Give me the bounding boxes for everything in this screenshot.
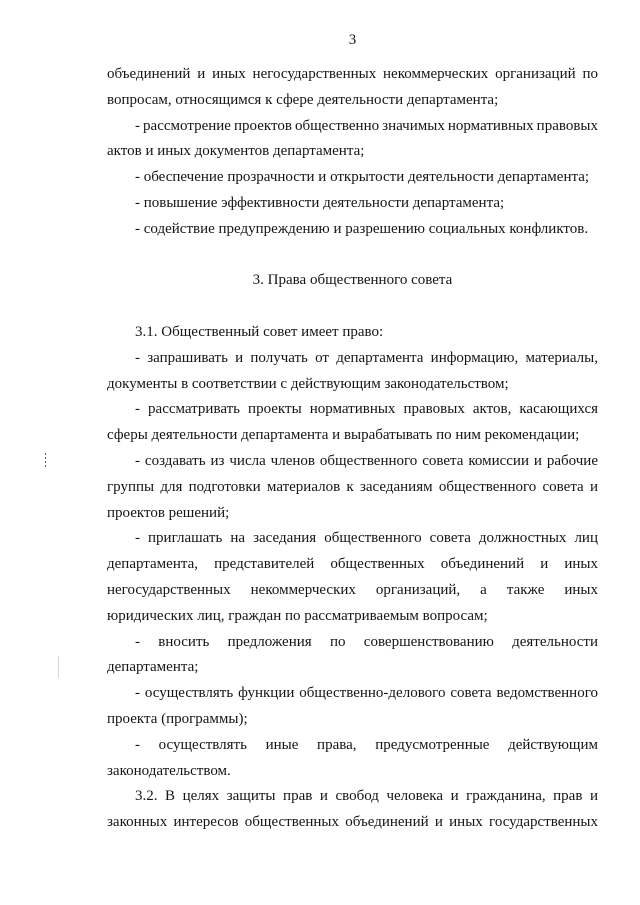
text-line: - осуществлять иные права, предусмотренные действующим (135, 736, 598, 753)
text-line: законодательством. (107, 762, 231, 779)
paragraph (107, 62, 598, 114)
text-line: департамента, представителей общественных объединений и иных (107, 556, 598, 573)
text-line: группы для подготовки материалов к заседаниям общественного совета и (107, 478, 598, 495)
text-line: - вносить предложения по совершенствованию деятельности (135, 633, 598, 650)
text-line: - содействие предупреждению и разрешению социальных конфликтов. (135, 220, 589, 237)
scan-mark (58, 656, 59, 678)
text-line: вопросам, относящимся к сфере деятельности департамента; (107, 91, 499, 108)
paragraph (107, 449, 598, 526)
text-line: 3.1. Общественный совет имеет право: (135, 323, 384, 340)
text-line: проектов решений; (107, 504, 230, 521)
text-line: негосударственных некоммерческих организаций, а также иных (107, 581, 598, 598)
paragraph (107, 114, 598, 166)
paragraph (107, 681, 598, 733)
text-line: - запрашивать и получать от департамента информацию, материалы, (135, 349, 598, 366)
section-heading: 3. Права общественного совета (252, 272, 453, 289)
text-line: - обеспечение прозрачности и открытости деятельности департамента; (135, 169, 590, 186)
text-line: объединений и иных негосударственных некоммерческих организаций по (107, 66, 598, 82)
paragraph (107, 397, 598, 449)
section-2-continuation (107, 62, 598, 243)
text-line: - создавать из числа членов общественного совета комиссии и рабочие (135, 452, 598, 469)
text-line: - повышение эффективности деятельности департамента; (135, 194, 505, 211)
paragraph (107, 526, 598, 629)
body-text (107, 62, 598, 836)
paragraph (107, 784, 598, 836)
section-3 (107, 320, 598, 836)
page-number: 3 (348, 32, 357, 48)
text-line: - рассмотрение проектов общественно значимых нормативных правовых (135, 117, 599, 134)
paragraph (107, 733, 598, 785)
paragraph (107, 217, 598, 243)
text-line: - рассматривать проекты нормативных правовых актов, касающихся (135, 401, 598, 418)
paragraph (107, 191, 598, 217)
paragraph (107, 320, 598, 346)
text-line: сферы деятельности департамента и вырабатывать по ним рекомендации; (107, 427, 580, 444)
text-line: 3.2. В целях защиты прав и свобод человека и гражданина, прав и (135, 788, 598, 805)
text-line: проекта (программы); (107, 710, 248, 727)
text-line: - приглашать на заседания общественного совета должностных лиц (135, 530, 598, 547)
text-line: документы в соответствии с действующим законодательством; (107, 375, 509, 392)
text-line: законных интересов общественных объединений и иных государственных (107, 814, 598, 831)
paragraph (107, 165, 598, 191)
paragraph (107, 346, 598, 398)
paragraph (107, 630, 598, 682)
text-line: актов и иных документов департамента; (107, 143, 365, 160)
text-line: департамента; (107, 659, 199, 676)
scan-mark (45, 453, 46, 467)
text-line: - осуществлять функции общественно-делового совета ведомственного (135, 685, 598, 702)
text-line: юридических лиц, граждан по рассматриваемым вопросам; (107, 607, 488, 624)
